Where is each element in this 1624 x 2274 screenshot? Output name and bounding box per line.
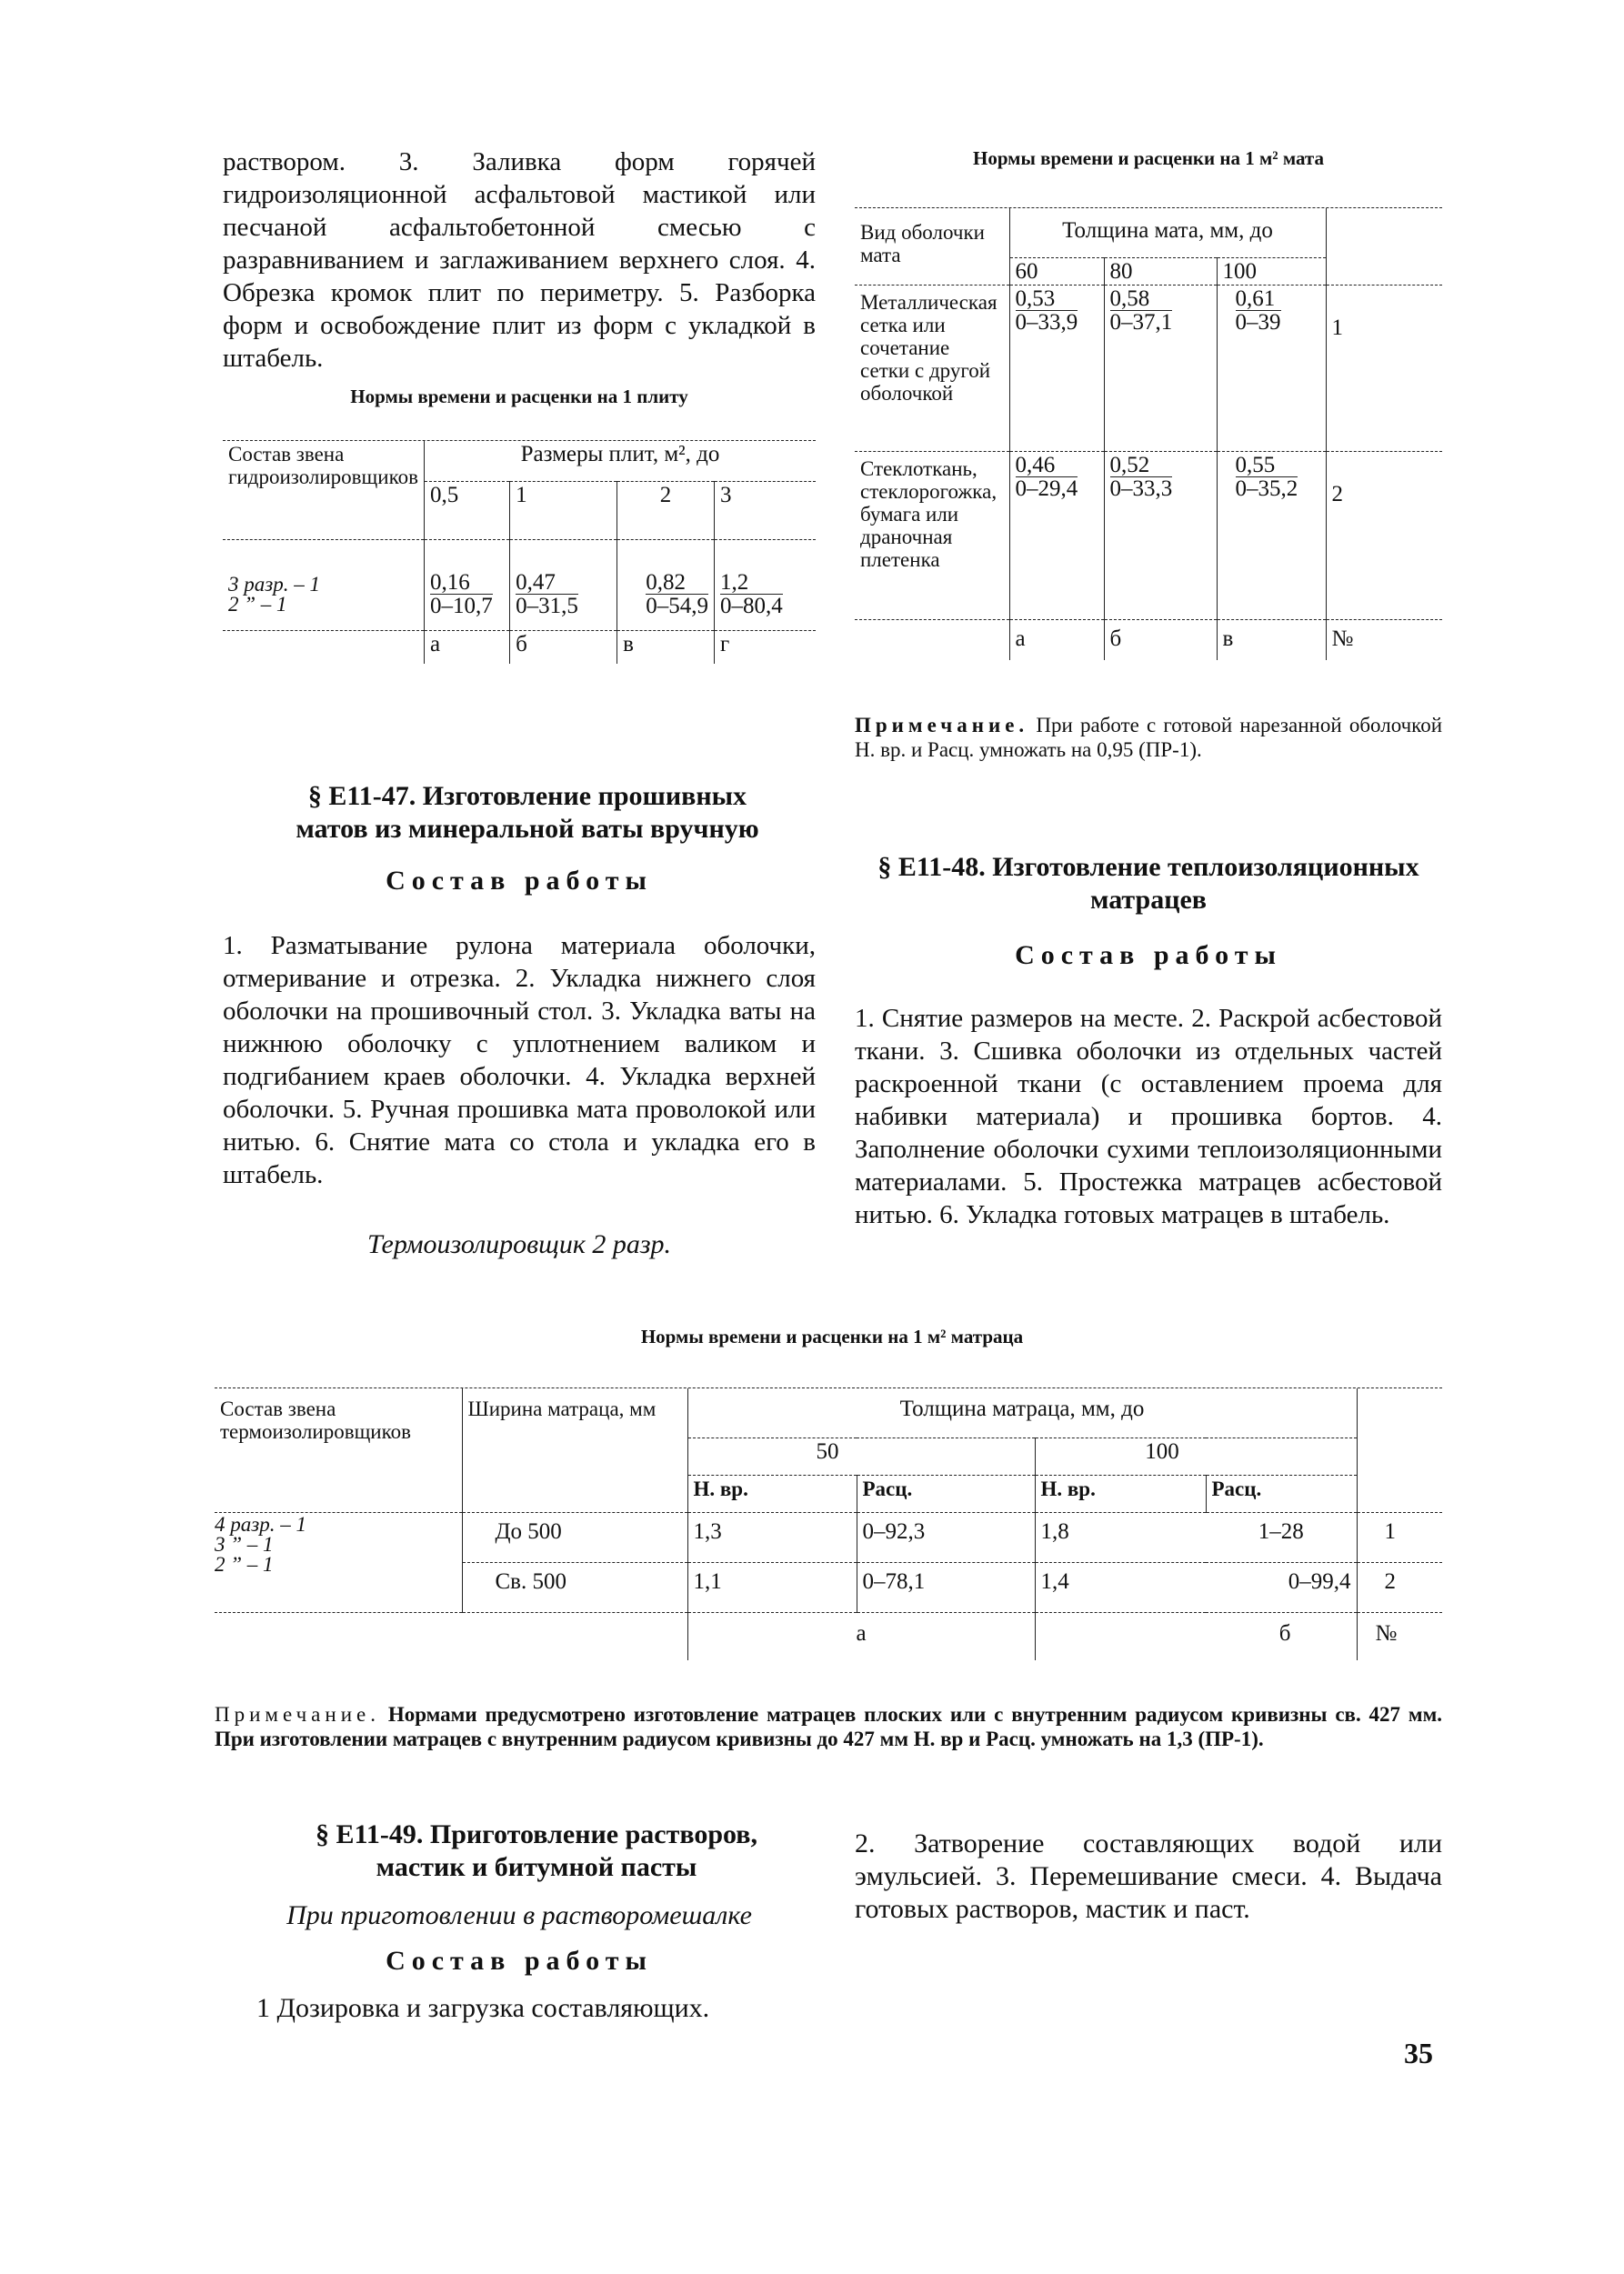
- table1-cell-3: [714, 540, 816, 631]
- table3-row1-v1: 0–92,3: [857, 1513, 1035, 1563]
- table3-sub-0: Н. вр.: [687, 1476, 857, 1513]
- table1-col-header: Состав звена гидроизолировщиков: [223, 441, 424, 540]
- sec49-continued-text: 2. Затворение составляющих водой или эмульсией. 3. Перемешивание смеси. 4. Выдача готовых растворов, мастик и паст.: [855, 1828, 1442, 1924]
- page-number: 35: [1404, 2037, 1433, 2069]
- table1-group-header: Размеры плит, м², до: [424, 441, 816, 482]
- table3-row1-num: 1: [1357, 1513, 1442, 1563]
- table1-rate-3: 0–80,4: [719, 594, 783, 618]
- table2-row2-rate-1: 0–33,3: [1109, 476, 1173, 501]
- table2-row2-rate-0: 0–29,4: [1015, 476, 1078, 501]
- sec49-title: § Е11-49. Приготовление растворов, мастик и битумной пасты: [316, 1819, 757, 1882]
- table3-row2-num: 2: [1357, 1563, 1442, 1613]
- table3-letter-1: б: [1035, 1613, 1357, 1661]
- table2-row1-rate-0: 0–33,9: [1015, 310, 1078, 335]
- table2-row2-c1: [1104, 452, 1217, 620]
- table2-caption: Нормы времени и расценки на 1 м² мата: [972, 147, 1325, 169]
- sec49-work-title: Состав работы: [386, 1946, 653, 1976]
- table1-cell-0: [424, 540, 509, 631]
- table3-row2-v2: 1,4: [1035, 1563, 1206, 1613]
- table3-no-label: №: [1357, 1613, 1442, 1661]
- sec48-title: § Е11-48. Изготовление теплоизоляционных матрацев: [877, 852, 1419, 915]
- sec47-work-title: Состав работы: [386, 866, 653, 896]
- table2-group-header: Толщина мата, мм, до: [1009, 208, 1326, 258]
- table3-row2-v1: 0–78,1: [857, 1563, 1035, 1613]
- table3: [215, 1387, 1442, 1660]
- table3-crew: [215, 1513, 462, 1613]
- table2-row2-norm-0: 0,46: [1016, 454, 1078, 477]
- sec47-body: [223, 929, 816, 1191]
- sec49-subtitle: При приготовлении в растворомешалке: [286, 1900, 752, 1930]
- table3-row1-v3: 1–28: [1206, 1513, 1357, 1563]
- sec48-work-title: Состав работы: [1015, 940, 1282, 970]
- table2-row2-label: Стеклоткань, стеклорогожка, бумага или драночная плетенка: [855, 452, 1009, 620]
- table2-th-0: 60: [1009, 258, 1104, 286]
- table3-col1-header: Состав звена термоизолировщиков: [215, 1388, 462, 1513]
- table1-norm-3: 1,2: [720, 571, 783, 595]
- table2-row2-rate-2: 0–35,2: [1235, 476, 1298, 501]
- table1-crew-line2: 2 ” – 1: [228, 593, 287, 616]
- table1-caption: Нормы времени и расценки на 1 плиту: [350, 386, 688, 407]
- table1-cell-1: [510, 540, 617, 631]
- table2-letter-2: в: [1217, 620, 1326, 661]
- table3-th-1: 100: [1035, 1438, 1357, 1476]
- table1-size-1: 1: [510, 482, 617, 540]
- table1-rate-1: 0–31,5: [516, 594, 578, 618]
- table2-row1-norm-1: 0,58: [1110, 287, 1173, 311]
- table1-rate-0: 0–10,7: [429, 594, 493, 618]
- table3-row2-width: Св. 500: [462, 1563, 687, 1613]
- sec47-body-text: 1. Разматывание рулона материала оболочки, отмеривание и отрезка. 2. Укладка нижнего слоя оболочки на прошивочный стол. 3. Укладка ваты на нижнюю оболочку с уплотнением валиком и подгибанием краев оболочки. 4. Укладка верхней оболочки. 5. Ручная прошивка мата проволокой или нитью. 6. Снятие мата со стола и укладка его в штабель.: [223, 931, 816, 1189]
- table3-sub-3: Расц.: [1206, 1476, 1357, 1513]
- table1-letter-0: а: [424, 631, 509, 665]
- table3-note-text: Нормами предусмотрено изготовление матрацев плоских или с внутренним радиусом кривизны св. 427 мм. При изготовлении матрацев с внутренним радиусом кривизны до 427 мм Н. вр и Расц. умножать на 1,3 (ПР-1).: [215, 1703, 1443, 1750]
- table2-grid: [855, 208, 1442, 660]
- table3-crew-line-2: 2 ” – 1: [215, 1553, 274, 1576]
- table2-row2-c0: [1009, 452, 1104, 620]
- table3-th-0: 50: [687, 1438, 1035, 1476]
- table3-row1-width: До 500: [462, 1513, 687, 1563]
- sec47-worker: Термоизолировщик 2 разр.: [366, 1229, 672, 1259]
- table2-row1-norm-0: 0,53: [1016, 287, 1078, 311]
- table2-letter-1: б: [1104, 620, 1217, 661]
- table1-rate-2: 0–54,9: [646, 594, 708, 618]
- table1-letter-2: в: [617, 631, 715, 665]
- table3-caption: Нормы времени и расценки на 1 м² матраца: [640, 1326, 1024, 1347]
- table2-row2-c2: [1217, 452, 1326, 620]
- table1-size-0: 0,5: [424, 482, 509, 540]
- table2-row2-norm-2: 0,55: [1236, 454, 1298, 477]
- sec48-body: [855, 1002, 1442, 1231]
- table2-row1-rate-1: 0–37,1: [1109, 310, 1173, 335]
- table3-crew-line-0: 4 разр. – 1: [215, 1513, 306, 1536]
- table2-th-1: 80: [1104, 258, 1217, 286]
- table2-no-label: №: [1326, 620, 1442, 661]
- table2-note-label: Примечание.: [855, 714, 1029, 736]
- table1-norm-2: 0,82: [646, 571, 708, 595]
- table2-row1-c1: [1104, 286, 1217, 452]
- table2-row1-c2: [1217, 286, 1326, 452]
- table3-crew-line-1: 3 ” – 1: [215, 1533, 274, 1556]
- table1-norm-1: 0,47: [516, 571, 578, 595]
- table1-grid: [223, 441, 816, 664]
- sec48-body-text: 1. Снятие размеров на месте. 2. Раскрой асбестовой ткани. 3. Сшивка оболочки из отдельных частей раскроенной ткани (с оставлением проема для набивки материала) и прошивка бортов. 4. Заполнение оболочки сухими теплоизоляционными материалами. 5. Простежка матрацев асбестовой нитью. 6. Укладка готовых матрацев в штабель.: [855, 1004, 1442, 1229]
- sec49-continued: [855, 1828, 1442, 1926]
- table2-row2-num: 2: [1326, 452, 1442, 620]
- table3-row1-v0: 1,3: [687, 1513, 857, 1563]
- sec47-title: § Е11-47. Изготовление прошивных матов из минеральной ваты вручную: [296, 781, 759, 844]
- table3-group-header: Толщина матраца, мм, до: [687, 1388, 1357, 1438]
- table1-cell-2: [617, 540, 715, 631]
- table2-note-text: При работе с готовой нарезанной оболочкой Н. вр. и Расц. умножать на 0,95 (ПР-1).: [855, 714, 1442, 761]
- table1-norm-0: 0,16: [430, 571, 493, 595]
- table3-note-label: Примечание.: [215, 1703, 380, 1726]
- table2-col-header: Вид оболочки мата: [855, 208, 1009, 286]
- table3-col2-header: Ширина матраца, мм: [462, 1388, 687, 1513]
- table2-row1-c0: [1009, 286, 1104, 452]
- table3-row2-v3: 0–99,4: [1206, 1563, 1357, 1613]
- sec49-item1: 1 Дозировка и загрузка составляющих.: [256, 1993, 710, 2023]
- table2-row2-norm-1: 0,52: [1110, 454, 1173, 477]
- table1: [223, 440, 816, 664]
- table1-letter-3: г: [714, 631, 816, 665]
- table3-row1-v2: 1,8: [1035, 1513, 1206, 1563]
- table2-letter-0: а: [1009, 620, 1104, 661]
- table2: [855, 207, 1442, 660]
- table1-size-3: 3: [714, 482, 816, 540]
- table3-row2-v0: 1,1: [687, 1563, 857, 1613]
- table1-letter-1: б: [510, 631, 617, 665]
- table1-crew: [223, 540, 424, 631]
- table3-note: [215, 1702, 1442, 1751]
- table3-sub-2: Н. вр.: [1035, 1476, 1206, 1513]
- table2-note: [855, 713, 1442, 762]
- table2-row1-norm-2: 0,61: [1236, 287, 1281, 311]
- intro-text: раствором. 3. Заливка форм горячей гидроизоляционной асфальтовой мастикой или песчаной асфальтобетонной смесью с разравниванием и заглаживанием верхнего слоя. 4. Обрезка кромок плит по периметру. 5. Разборка форм и освобождение плит из форм с укладкой в штабель.: [223, 147, 816, 373]
- table3-sub-1: Расц.: [857, 1476, 1035, 1513]
- table2-row1-label: Металлическая сетка или сочетание сетки с другой оболочкой: [855, 286, 1009, 452]
- table1-crew-line1: 3 разр. – 1: [228, 573, 320, 596]
- table2-row1-rate-2: 0–39: [1235, 310, 1281, 335]
- table1-size-2: 2: [617, 482, 715, 540]
- intro-paragraph: [223, 145, 816, 375]
- table2-th-2: 100: [1217, 258, 1326, 286]
- table3-letter-0: а: [687, 1613, 1035, 1661]
- table3-grid: [215, 1388, 1442, 1660]
- table2-row1-num: 1: [1326, 286, 1442, 452]
